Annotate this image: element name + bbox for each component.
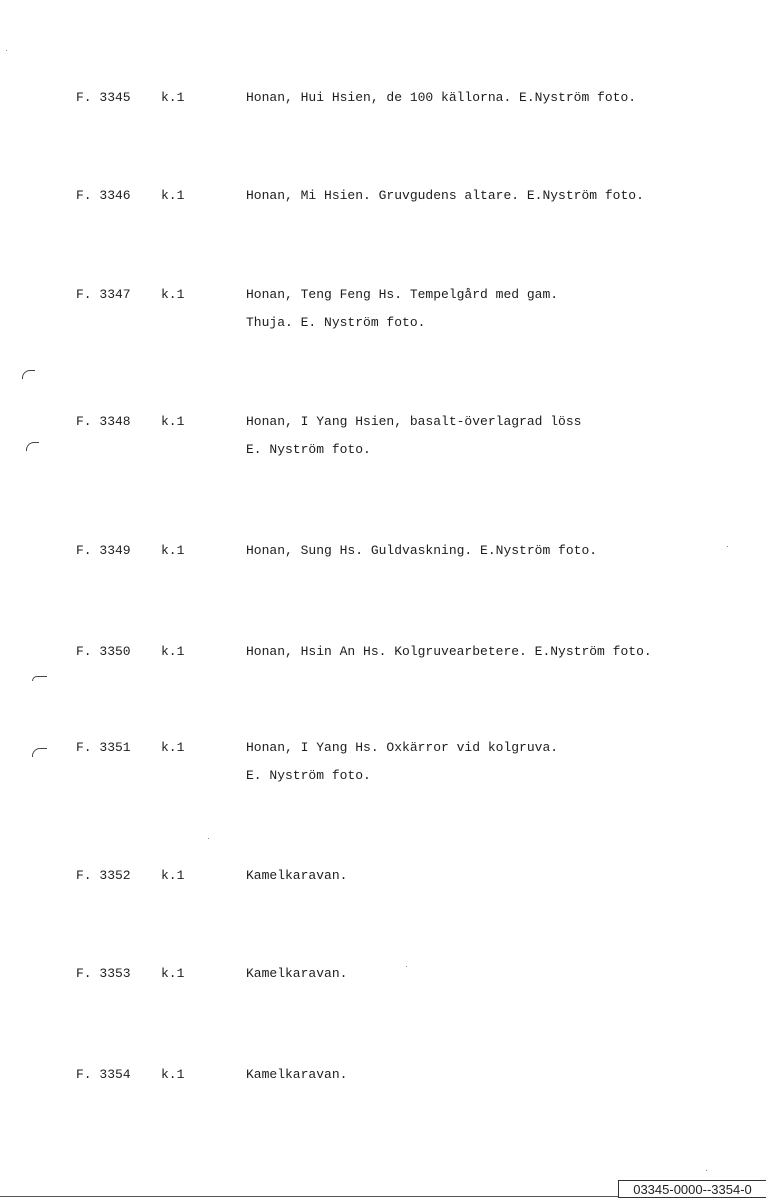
entry-class: k.1 — [161, 966, 185, 981]
margin-mark — [22, 370, 35, 379]
scan-speck — [208, 838, 209, 839]
entry-number: F. 3351 — [76, 740, 131, 755]
entry-description — [246, 638, 726, 666]
description-line: Honan, Hui Hsien, de 100 källorna. E.Nyström foto. — [246, 90, 637, 105]
scan-speck — [406, 966, 407, 967]
entry-description — [246, 84, 726, 112]
entry-class: k.1 — [161, 543, 185, 558]
entry-description — [246, 862, 726, 890]
description-line: Thuja. E. Nyström foto. — [246, 315, 426, 330]
archive-reference-stamp: 03345-0000--3354-0 — [618, 1180, 766, 1198]
entry-number: F. 3348 — [76, 414, 131, 429]
entry-number: F. 3347 — [76, 287, 131, 302]
entry-class: k.1 — [161, 90, 185, 105]
description-line: Honan, Teng Feng Hs. Tempelgård med gam. — [246, 287, 559, 302]
entry-description — [246, 408, 726, 464]
entry-description — [246, 960, 726, 988]
scan-speck — [6, 50, 7, 51]
description-line: Honan, Hsin An Hs. Kolgruvearbetere. E.Nyström foto. — [246, 644, 652, 659]
description-line: Honan, Sung Hs. Guldvaskning. E.Nyström foto. — [246, 543, 598, 558]
entry-class: k.1 — [161, 188, 185, 203]
description-line: Honan, I Yang Hsien, basalt-överlagrad löss — [246, 414, 582, 429]
entry-description — [246, 537, 726, 565]
entry-description — [246, 734, 726, 790]
margin-mark — [32, 676, 47, 681]
entry-class: k.1 — [161, 287, 185, 302]
scan-speck — [706, 1170, 707, 1171]
entry-number: F. 3350 — [76, 644, 131, 659]
description-line: Kamelkaravan. — [246, 966, 348, 981]
entry-number: F. 3346 — [76, 188, 131, 203]
scan-speck — [727, 546, 728, 547]
description-line: Kamelkaravan. — [246, 1067, 348, 1082]
entry-description — [246, 281, 726, 337]
entry-class: k.1 — [161, 414, 185, 429]
entry-class: k.1 — [161, 740, 185, 755]
entry-number: F. 3349 — [76, 543, 131, 558]
description-line: Honan, Mi Hsien. Gruvgudens altare. E.Nyström foto. — [246, 188, 644, 203]
entry-class: k.1 — [161, 868, 185, 883]
entry-class: k.1 — [161, 644, 185, 659]
description-line: E. Nyström foto. — [246, 768, 371, 783]
margin-mark — [26, 442, 39, 451]
entry-number: F. 3345 — [76, 90, 131, 105]
entry-number: F. 3354 — [76, 1067, 131, 1082]
description-line: Honan, I Yang Hs. Oxkärror vid kolgruva. — [246, 740, 559, 755]
description-line: Kamelkaravan. — [246, 868, 348, 883]
entry-class: k.1 — [161, 1067, 185, 1082]
entry-number: F. 3353 — [76, 966, 131, 981]
entry-number: F. 3352 — [76, 868, 131, 883]
entry-description — [246, 182, 726, 210]
stamp-underline — [0, 1196, 618, 1197]
entry-description — [246, 1061, 726, 1089]
margin-mark — [32, 748, 47, 757]
description-line: E. Nyström foto. — [246, 442, 371, 457]
